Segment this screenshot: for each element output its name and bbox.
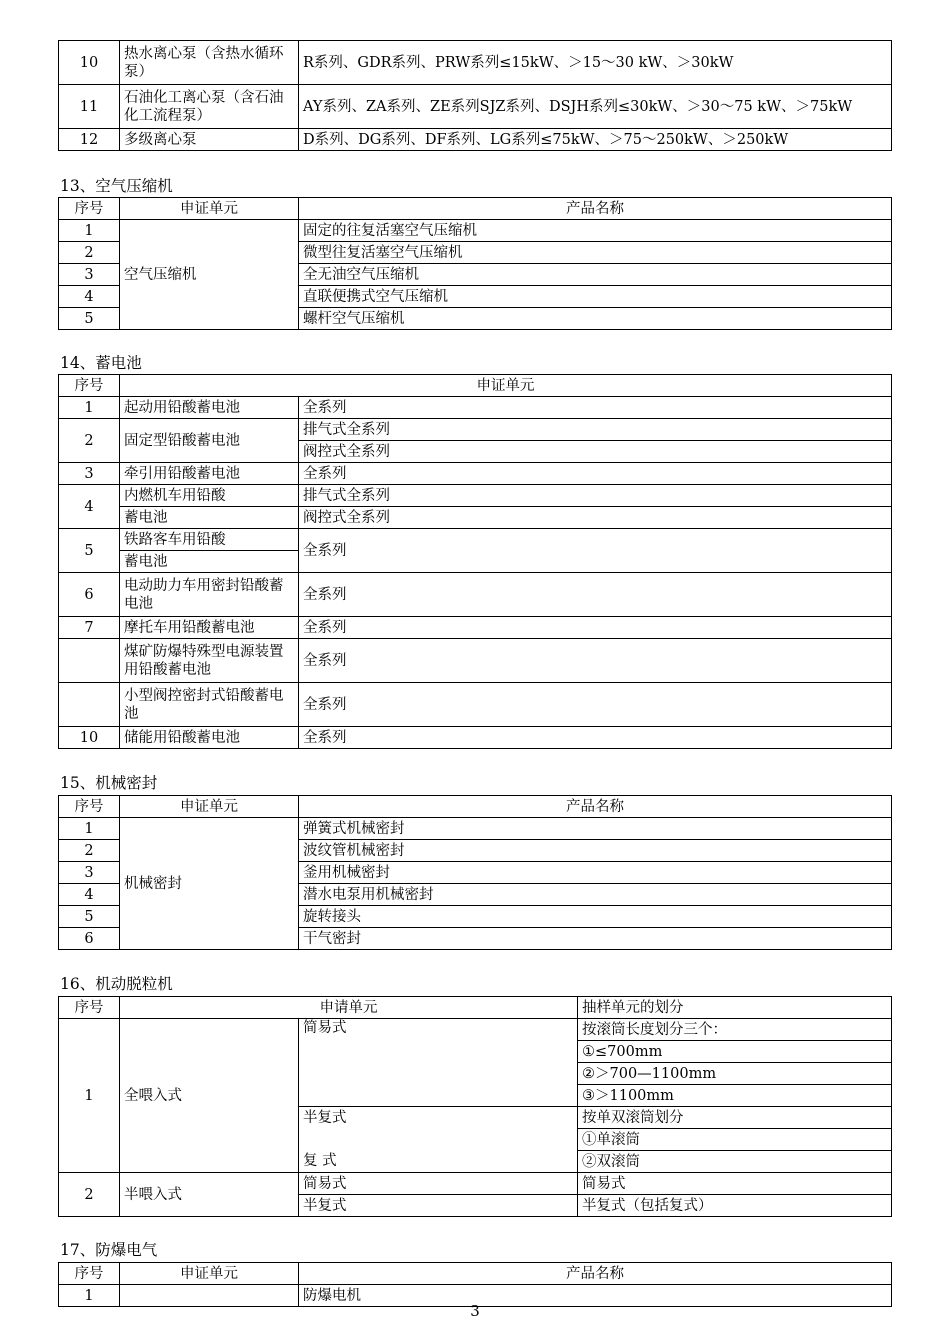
battery-name: 煤矿防爆特殊型电源装置用铅酸蓄电池 <box>120 639 299 683</box>
table-row <box>59 573 892 617</box>
table-row <box>59 507 892 529</box>
header-row <box>59 375 892 397</box>
table-row <box>59 1019 892 1041</box>
battery-table <box>58 374 892 749</box>
type-cell: 半复式 <box>299 1195 578 1217</box>
battery-spec: 全系列 <box>299 683 892 727</box>
unit-cell: 空气压缩机 <box>120 220 299 330</box>
row-number: 7 <box>59 617 120 639</box>
row-number <box>59 639 120 683</box>
row-number: 6 <box>59 928 120 950</box>
row-number: 3 <box>59 264 120 286</box>
row-number: 4 <box>59 485 120 529</box>
type-cell: 半复式 <box>299 1107 578 1129</box>
sample-cell: ②双滚筒 <box>578 1151 892 1173</box>
battery-name: 牵引用铅酸蓄电池 <box>120 463 299 485</box>
battery-name: 储能用铅酸蓄电池 <box>120 727 299 749</box>
row-number: 1 <box>59 1019 120 1173</box>
unit-cell: 石油化工离心泵（含石油化工流程泵） <box>120 85 299 129</box>
product-cell: 弹簧式机械密封 <box>299 818 892 840</box>
unit-cell: 热水离心泵（含热水循环泵） <box>120 41 299 85</box>
table-row <box>59 485 892 507</box>
product-cell: 直联便携式空气压缩机 <box>299 286 892 308</box>
type-cell: 简易式 <box>299 1173 578 1195</box>
row-number: 6 <box>59 573 120 617</box>
product-cell: 波纹管机械密封 <box>299 840 892 862</box>
header-product: 产品名称 <box>299 1263 892 1285</box>
table-row <box>59 463 892 485</box>
product-cell: 螺杆空气压缩机 <box>299 308 892 330</box>
row-number: 11 <box>59 85 120 129</box>
thresher-table <box>58 996 892 1217</box>
page-number: 3 <box>470 1302 480 1320</box>
header-no: 序号 <box>59 375 120 397</box>
battery-spec: 全系列 <box>299 573 892 617</box>
type-cell: 复 式 <box>299 1151 578 1173</box>
row-number: 2 <box>59 419 120 463</box>
battery-spec: 排气式全系列 <box>299 419 892 441</box>
header-no: 序号 <box>59 997 120 1019</box>
battery-name: 内燃机车用铅酸 <box>120 485 299 507</box>
type-cell-spacer <box>299 1129 578 1151</box>
sample-cell: 按滚筒长度划分三个： <box>578 1019 892 1041</box>
row-number: 10 <box>59 41 120 85</box>
row-number: 5 <box>59 308 120 330</box>
header-row <box>59 198 892 220</box>
sample-cell: ②＞700—1100mm <box>578 1063 892 1085</box>
table-row <box>59 220 892 242</box>
battery-name: 小型阀控密封式铅酸蓄电池 <box>120 683 299 727</box>
sample-cell: 半复式（包括复式） <box>578 1195 892 1217</box>
row-number: 1 <box>59 397 120 419</box>
row-number: 3 <box>59 862 120 884</box>
unit-cell: 全喂入式 <box>120 1019 299 1173</box>
explosion-proof-table <box>58 1262 892 1307</box>
product-cell: 釜用机械密封 <box>299 862 892 884</box>
header-row <box>59 997 892 1019</box>
table-row <box>59 41 892 85</box>
table-row <box>59 419 892 441</box>
row-number: 5 <box>59 906 120 928</box>
header-unit: 申证单元 <box>120 375 892 397</box>
battery-spec: 全系列 <box>299 639 892 683</box>
row-number: 12 <box>59 129 120 151</box>
header-no: 序号 <box>59 198 120 220</box>
type-cell: 简易式 <box>299 1019 578 1107</box>
product-cell: AY系列、ZA系列、ZE系列SJZ系列、DSJH系列≤30kW、＞30～75 kW、＞75kW <box>299 85 892 129</box>
sample-cell: 按单双滚筒划分 <box>578 1107 892 1129</box>
section-title: 14、蓄电池 <box>60 354 142 372</box>
row-number: 1 <box>59 1285 120 1307</box>
battery-name: 固定型铅酸蓄电池 <box>120 419 299 463</box>
table-row <box>59 1173 892 1195</box>
pump-table <box>58 40 892 151</box>
sample-cell: ①≤700mm <box>578 1041 892 1063</box>
row-number: 4 <box>59 286 120 308</box>
battery-name: 电动助力车用密封铅酸蓄电池 <box>120 573 299 617</box>
header-no: 序号 <box>59 1263 120 1285</box>
table-row <box>59 683 892 727</box>
product-cell: 旋转接头 <box>299 906 892 928</box>
battery-spec: 阀控式全系列 <box>299 507 892 529</box>
product-cell: R系列、GDR系列、PRW系列≤15kW、＞15～30 kW、＞30kW <box>299 41 892 85</box>
battery-spec: 全系列 <box>299 529 892 573</box>
row-number: 10 <box>59 727 120 749</box>
table-row <box>59 617 892 639</box>
battery-spec: 阀控式全系列 <box>299 441 892 463</box>
battery-spec: 全系列 <box>299 727 892 749</box>
unit-cell: 机械密封 <box>120 818 299 950</box>
row-number: 2 <box>59 242 120 264</box>
row-number: 5 <box>59 529 120 573</box>
table-row <box>59 639 892 683</box>
row-number: 3 <box>59 463 120 485</box>
battery-name: 起动用铅酸蓄电池 <box>120 397 299 419</box>
product-cell: 防爆电机 <box>299 1285 892 1307</box>
product-cell: 潜水电泵用机械密封 <box>299 884 892 906</box>
sample-cell: ①单滚筒 <box>578 1129 892 1151</box>
table-row <box>59 397 892 419</box>
section-title: 16、机动脱粒机 <box>60 975 173 993</box>
header-no: 序号 <box>59 796 120 818</box>
header-unit: 申证单元 <box>120 796 299 818</box>
header-product: 产品名称 <box>299 198 892 220</box>
table-row <box>59 818 892 840</box>
battery-name: 摩托车用铅酸蓄电池 <box>120 617 299 639</box>
row-number: 2 <box>59 1173 120 1217</box>
battery-spec: 全系列 <box>299 397 892 419</box>
header-unit: 申请单元 <box>120 997 578 1019</box>
header-sample: 抽样单元的划分 <box>578 997 892 1019</box>
product-cell: 干气密封 <box>299 928 892 950</box>
battery-spec: 全系列 <box>299 617 892 639</box>
header-unit: 申证单元 <box>120 1263 299 1285</box>
section-title: 17、防爆电气 <box>60 1241 158 1259</box>
section-title: 15、机械密封 <box>60 774 158 792</box>
battery-name: 蓄电池 <box>120 551 299 573</box>
battery-name: 蓄电池 <box>120 507 299 529</box>
air-compressor-table <box>58 197 892 330</box>
header-product: 产品名称 <box>299 796 892 818</box>
mechanical-seal-table <box>58 795 892 950</box>
header-row <box>59 1263 892 1285</box>
row-number: 2 <box>59 840 120 862</box>
row-number: 4 <box>59 884 120 906</box>
sample-cell: ③＞1100mm <box>578 1085 892 1107</box>
product-cell: D系列、DG系列、DF系列、LG系列≤75kW、＞75～250kW、＞250kW <box>299 129 892 151</box>
table-row <box>59 85 892 129</box>
battery-name: 铁路客车用铅酸 <box>120 529 299 551</box>
product-cell: 全无油空气压缩机 <box>299 264 892 286</box>
sample-cell: 简易式 <box>578 1173 892 1195</box>
product-cell: 固定的往复活塞空气压缩机 <box>299 220 892 242</box>
battery-spec: 全系列 <box>299 463 892 485</box>
unit-cell: 半喂入式 <box>120 1173 299 1217</box>
header-unit: 申证单元 <box>120 198 299 220</box>
row-number: 1 <box>59 220 120 242</box>
section-title: 13、空气压缩机 <box>60 177 173 195</box>
row-number: 1 <box>59 818 120 840</box>
row-number <box>59 683 120 727</box>
table-row <box>59 727 892 749</box>
unit-cell: 多级离心泵 <box>120 129 299 151</box>
battery-spec: 排气式全系列 <box>299 485 892 507</box>
table-row <box>59 529 892 551</box>
product-cell: 微型往复活塞空气压缩机 <box>299 242 892 264</box>
table-row <box>59 129 892 151</box>
header-row <box>59 796 892 818</box>
